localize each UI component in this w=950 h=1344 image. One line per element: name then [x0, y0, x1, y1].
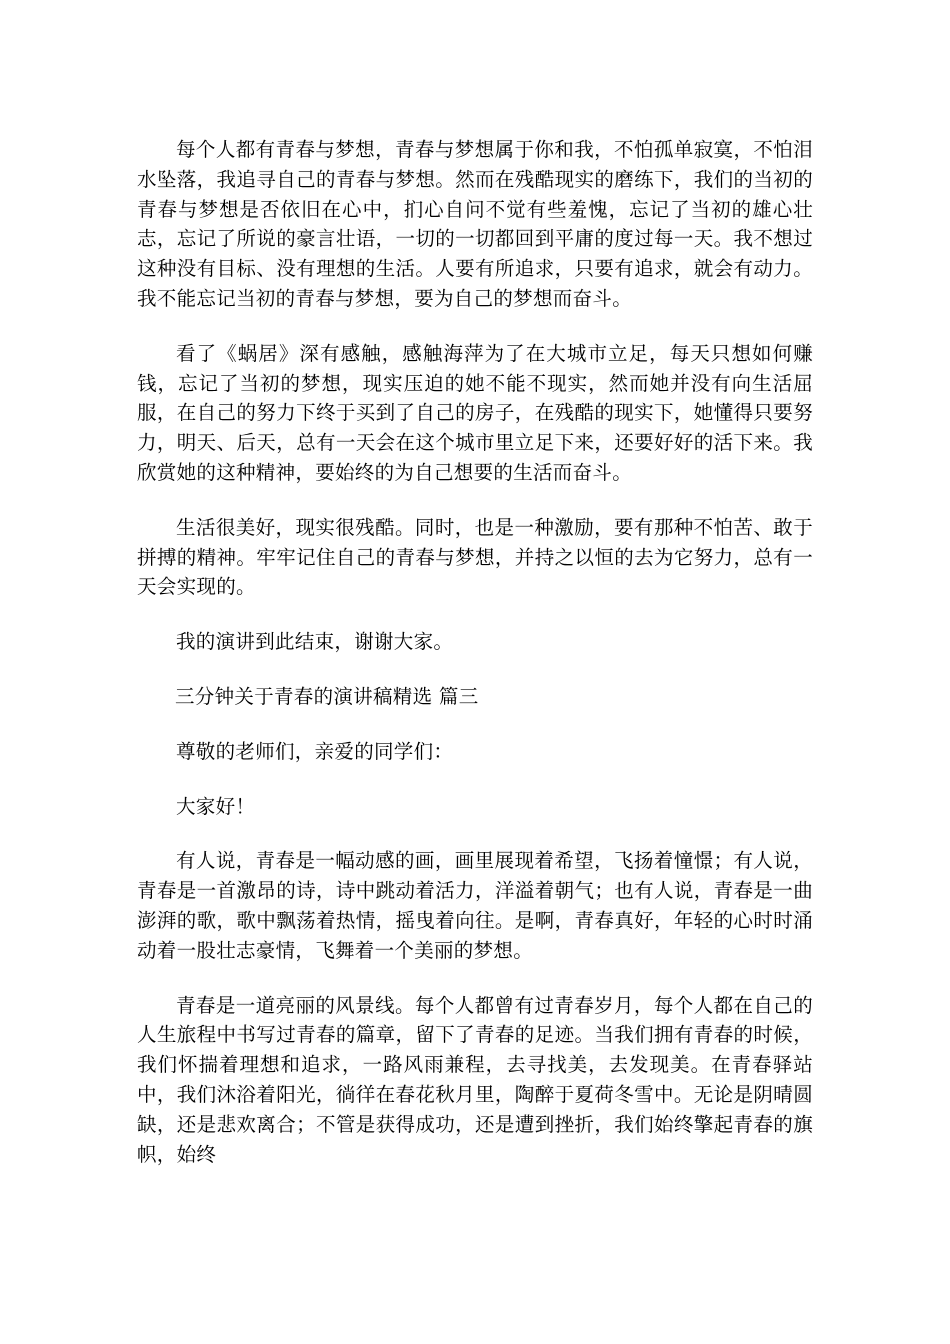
paragraph-greeting: 大家好！: [176, 794, 256, 818]
paragraph: 有人说，青春是一幅动感的画，画里展现着希望，飞扬着憧憬；有人说，青春是一首激昂的诗，诗中跳动着活力，洋溢着朝气；也有人说，青春是一曲澎湃的歌，歌中飘荡着热情，摇曳着向往。是啊，青春真好，年轻的心时时涌动着一股壮志豪情，飞舞着一个美丽的梦想。: [137, 849, 813, 962]
paragraph-salutation: 尊敬的老师们，亲爱的同学们：: [176, 739, 454, 763]
paragraph: 看了《蜗居》深有感触，感触海萍为了在大城市立足，每天只想如何赚钱，忘记了当初的梦想，现实压迫的她不能不现实，然而她并没有向生活屈服，在自己的努力下终于买到了自己的房子，在残酷的现实下，她懂得只要努力，明天、后天，总有一天会在这个城市里立足下来，还要好好的活下来。我欣赏她的这种精神，要始终的为自己想要的生活而奋斗。: [137, 341, 813, 484]
section-heading: 三分钟关于青春的演讲稿精选 篇三: [175, 684, 479, 708]
document-body: [137, 135, 813, 1194]
paragraph: 每个人都有青春与梦想，青春与梦想属于你和我，不怕孤单寂寞，不怕泪水坠落，我追寻自己的青春与梦想。然而在残酷现实的磨练下，我们的当初的青春与梦想是否依旧在心中，扪心自问不觉有些羞愧，忘记了当初的雄心壮志，忘记了所说的豪言壮语，一切的一切都回到平庸的度过每一天。我不想过这种没有目标、没有理想的生活。人要有所追求，只要有追求，就会有动力。我不能忘记当初的青春与梦想，要为自己的梦想而奋斗。: [137, 138, 813, 310]
paragraph: 青春是一道亮丽的风景线。每个人都曾有过青春岁月，每个人都在自己的人生旅程中书写过青春的篇章，留下了青春的足迹。当我们拥有青春的时候，我们怀揣着理想和追求，一路风雨兼程，去寻找美，去发现美。在青春驿站中，我们沐浴着阳光，徜徉在春花秋月里，陶醉于夏荷冬雪中。无论是阴晴圆缺，还是悲欢离合；不管是获得成功，还是遭到挫折，我们始终擎起青春的旗帜，始终: [137, 993, 813, 1166]
paragraph: 生活很美好，现实很残酷。同时，也是一种激励，要有那种不怕苦、敢于拼搏的精神。牢牢记住自己的青春与梦想，并持之以恒的去为它努力，总有一天会实现的。: [137, 515, 813, 599]
paragraph-closing: 我的演讲到此结束，谢谢大家。: [176, 630, 454, 654]
